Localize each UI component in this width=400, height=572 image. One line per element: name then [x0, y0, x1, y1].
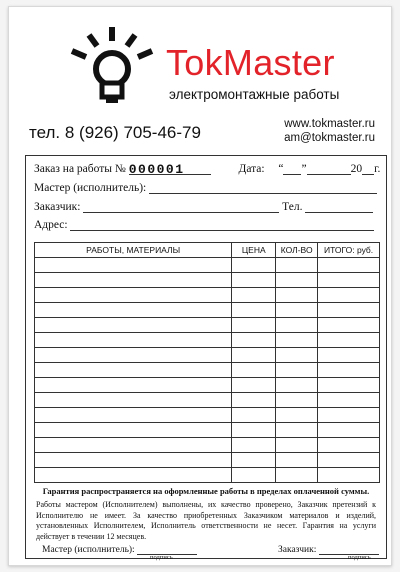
table-cell[interactable] [276, 258, 318, 273]
table-cell[interactable] [318, 363, 380, 378]
table-cell[interactable] [276, 393, 318, 408]
table-row [35, 348, 380, 363]
table-cell[interactable] [318, 258, 380, 273]
table-cell[interactable] [232, 273, 276, 288]
table-row [35, 258, 380, 273]
col-price: ЦЕНА [232, 243, 276, 258]
table-row [35, 363, 380, 378]
table-cell[interactable] [35, 348, 232, 363]
date-year-field[interactable] [362, 162, 374, 175]
customer-signature-caption: подпись [348, 554, 371, 561]
table-cell[interactable] [318, 453, 380, 468]
website-link[interactable]: www.tokmaster.ru [284, 118, 375, 130]
table-cell[interactable] [276, 468, 318, 483]
master-label: Мастер (исполнитель): [34, 182, 147, 194]
date-quote-close: ” [301, 163, 307, 175]
table-cell[interactable] [35, 333, 232, 348]
order-number: 000001 [128, 162, 185, 177]
table-row [35, 288, 380, 303]
table-cell[interactable] [276, 378, 318, 393]
table-cell[interactable] [318, 333, 380, 348]
customer-row [34, 200, 378, 213]
address-field[interactable] [70, 218, 374, 231]
order-label: Заказ на работы № [34, 163, 126, 175]
table-cell[interactable] [276, 363, 318, 378]
table-cell[interactable] [35, 468, 232, 483]
table-cell[interactable] [318, 318, 380, 333]
master-row [34, 181, 378, 194]
table-cell[interactable] [35, 318, 232, 333]
items-table [34, 242, 380, 483]
address-label: Адрес: [34, 219, 68, 231]
table-row [35, 333, 380, 348]
table-row [35, 438, 380, 453]
customer-field[interactable] [83, 200, 279, 213]
table-cell[interactable] [35, 363, 232, 378]
customer-sign-label: Заказчик: [278, 545, 317, 555]
master-signature-row [42, 544, 197, 555]
table-row [35, 453, 380, 468]
table-cell[interactable] [318, 378, 380, 393]
terms-text: Работы мастером (Исполнителем) выполнены, их качество проверено, Заказчик претензий к Исполнителю не имеет. За качество приобретенных Заказчиком материалов и изделий, установленных Исполнителем, Исполнитель ответственности не несет. Гарантия на услуги действует в течении 12 месяцев. [36, 500, 376, 541]
table-cell[interactable] [35, 393, 232, 408]
table-cell[interactable] [232, 303, 276, 318]
table-cell[interactable] [232, 348, 276, 363]
table-cell[interactable] [276, 273, 318, 288]
table-cell[interactable] [35, 273, 232, 288]
table-cell[interactable] [232, 363, 276, 378]
table-cell[interactable] [35, 378, 232, 393]
table-cell[interactable] [318, 288, 380, 303]
date-month-field[interactable] [307, 162, 351, 175]
table-cell[interactable] [276, 453, 318, 468]
table-cell[interactable] [318, 393, 380, 408]
table-cell[interactable] [318, 303, 380, 318]
customer-label: Заказчик: [34, 201, 81, 213]
table-cell[interactable] [276, 303, 318, 318]
table-cell[interactable] [276, 438, 318, 453]
table-cell[interactable] [276, 348, 318, 363]
table-cell[interactable] [318, 348, 380, 363]
master-field[interactable] [149, 181, 377, 194]
master-signature-caption: подпись [150, 554, 173, 561]
order-row [34, 162, 381, 177]
table-cell[interactable] [232, 438, 276, 453]
date-quote-open: “ [278, 163, 284, 175]
col-quantity: КОЛ-ВО [276, 243, 318, 258]
table-row [35, 318, 380, 333]
master-sign-label: Мастер (исполнитель): [42, 545, 135, 555]
table-row [35, 423, 380, 438]
order-number-field[interactable] [129, 162, 211, 175]
table-cell[interactable] [232, 288, 276, 303]
tel-label: Тел. [282, 201, 303, 213]
table-cell[interactable] [276, 318, 318, 333]
table-cell[interactable] [232, 258, 276, 273]
email-link[interactable]: am@tokmaster.ru [284, 132, 375, 144]
table-cell[interactable] [318, 468, 380, 483]
table-cell[interactable] [35, 303, 232, 318]
brand-tagline: электромонтажные работы [169, 87, 340, 102]
table-row [35, 273, 380, 288]
table-cell[interactable] [35, 438, 232, 453]
order-form-sheet [8, 6, 392, 566]
table-cell[interactable] [232, 468, 276, 483]
table-row [35, 303, 380, 318]
table-cell[interactable] [232, 408, 276, 423]
table-cell[interactable] [35, 453, 232, 468]
table-cell[interactable] [276, 333, 318, 348]
table-cell[interactable] [276, 288, 318, 303]
col-works-materials: РАБОТЫ, МАТЕРИАЛЫ [35, 243, 232, 258]
table-cell[interactable] [232, 453, 276, 468]
items-table-header [35, 243, 380, 258]
table-cell[interactable] [318, 408, 380, 423]
table-cell[interactable] [232, 333, 276, 348]
table-row [35, 408, 380, 423]
table-cell[interactable] [232, 378, 276, 393]
table-row [35, 393, 380, 408]
phone-number: тел. 8 (926) 705-46-79 [29, 123, 201, 142]
order-form [25, 155, 387, 559]
table-row [35, 468, 380, 483]
table-cell[interactable] [35, 258, 232, 273]
brand-name: TokMaster [166, 42, 335, 83]
tel-field[interactable] [305, 200, 373, 213]
table-cell[interactable] [35, 423, 232, 438]
table-cell[interactable] [35, 288, 232, 303]
address-row [34, 218, 378, 231]
table-cell[interactable] [232, 423, 276, 438]
date-suffix: г. [374, 163, 381, 175]
table-row [35, 378, 380, 393]
table-cell[interactable] [276, 408, 318, 423]
date-label: Дата: [238, 163, 265, 175]
col-total: ИТОГО: руб. [318, 243, 380, 258]
table-cell[interactable] [232, 318, 276, 333]
table-cell[interactable] [35, 408, 232, 423]
contact-block [284, 117, 375, 145]
date-year-prefix: 20 [350, 163, 363, 175]
table-cell[interactable] [318, 438, 380, 453]
lightbulb-logo-icon [67, 25, 157, 105]
table-cell[interactable] [232, 393, 276, 408]
guarantee-note: Гарантия распространяется на оформленные работы в пределах оплаченной суммы. [42, 486, 370, 496]
table-cell[interactable] [276, 423, 318, 438]
table-cell[interactable] [318, 423, 380, 438]
table-cell[interactable] [318, 273, 380, 288]
date-day-field[interactable] [283, 162, 301, 175]
